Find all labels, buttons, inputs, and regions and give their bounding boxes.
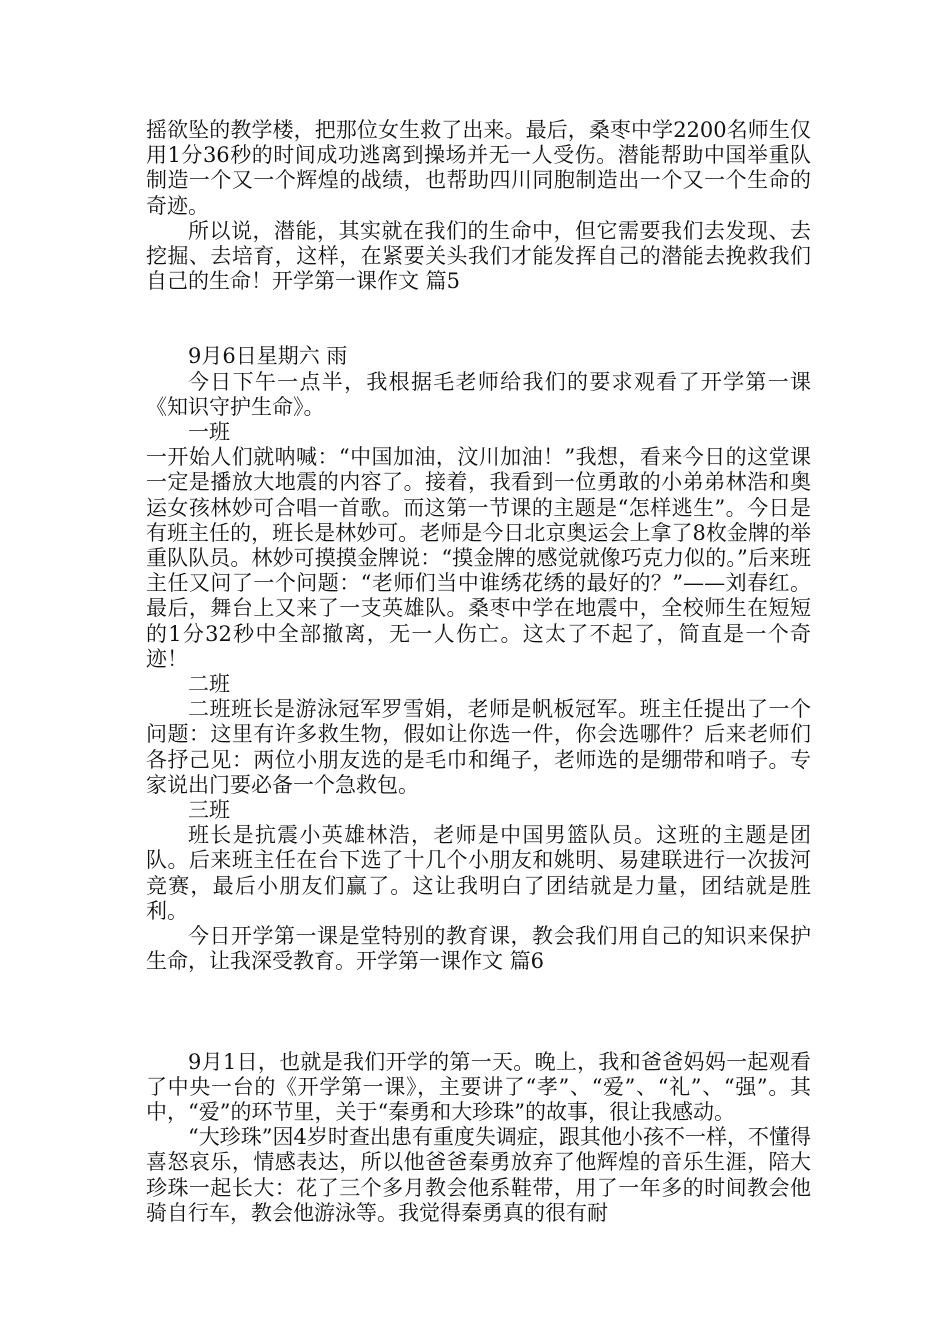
paragraph-4: 今日下午一点半，我根据毛老师给我们的要求观看了开学第一课《知识守护生命》。 (146, 369, 811, 419)
paragraph-12: 9月1日，也就是我们开学的第一天。晚上，我和爸爸妈妈一起观看了中央一台的《开学第一课》，主要讲了“孝”、“爱”、“礼”、“强”。其中，“爱”的环节里，关于“秦勇和大珍珠”的故事，很让我感动。 (146, 1049, 811, 1124)
class-two-heading: 二班 (188, 672, 230, 697)
class-three-heading: 三班 (188, 798, 230, 823)
paragraph-2: 所以说，潜能，其实就在我们的生命中，但它需要我们去发现、去挖掘、去培育，这样，在紧要关头我们才能发挥自己的潜能去挽救我们自己的生命！开学第一课作文 篇5 (146, 218, 811, 294)
class-one-heading: 一班 (188, 420, 230, 445)
document-body (146, 118, 811, 1226)
paragraph-10: 班长是抗震小英雄林浩，老师是中国男篮队员。这班的主题是团队。后来班主任在台下选了十几个小朋友和姚明、易建联进行一次拔河竞赛，最后小朋友们赢了。这让我明白了团结就是力量，团结就是胜利。 (146, 823, 811, 923)
paragraph-13: “大珍珠”因4岁时查出患有重度失调症，跟其他小孩不一样，不懂得喜怒哀乐，情感表达，所以他爸爸秦勇放弃了他辉煌的音乐生涯，陪大珍珠一起长大：花了三个多月教会他系鞋带，用了一年多的时间教会他骑自行车，教会他游泳等。我觉得秦勇真的很有耐 (146, 1125, 811, 1225)
diary-date-line: 9月6日星期六 雨 (188, 344, 348, 369)
paragraph-1: 摇欲坠的教学楼，把那位女生救了出来。最后，桑枣中学2200名师生仅用1分36秒的时间成功逃离到操场并无一人受伤。潜能帮助中国举重队制造一个又一个辉煌的战绩，也帮助四川同胞制造出一个又一个生命的奇迹。 (146, 118, 811, 218)
paragraph-11: 今日开学第一课是堂特别的教育课，教会我们用自己的知识来保护生命，让我深受教育。开学第一课作文 篇6 (146, 924, 811, 974)
section-gap (146, 294, 811, 344)
section-gap (146, 975, 811, 1050)
paragraph-8: 二班班长是游泳冠军罗雪娟，老师是帆板冠军。班主任提出了一个问题：这里有许多救生物，假如让你选一件，你会选哪件？后来老师们各抒己见：两位小朋友选的是毛巾和绳子，老师选的是绷带和哨子。专家说出门要必备一个急救包。 (146, 697, 811, 797)
paragraph-6: 一开始人们就呐喊：“中国加油，汶川加油！”我想，看来今日的这堂课一定是播放大地震的内容了。接着，我看到一位勇敢的小弟弟林浩和奥运女孩林妙可合唱一首歌。而这第一节课的主题是“怎样逃生”。今日是有班主任的，班长是林妙可。老师是今日北京奥运会上拿了8枚金牌的举重队队员。林妙可摸摸金牌说：“摸金牌的感觉就像巧克力似的。”后来班主任又问了一个问题：“老师们当中谁绣花绣的最好的？”——刘春红。最后，舞台上又来了一支英雄队。桑枣中学在地震中，全校师生在短短的1分32秒中全部撤离，无一人伤亡。这太了不起了，简直是一个奇迹！ (146, 445, 811, 671)
